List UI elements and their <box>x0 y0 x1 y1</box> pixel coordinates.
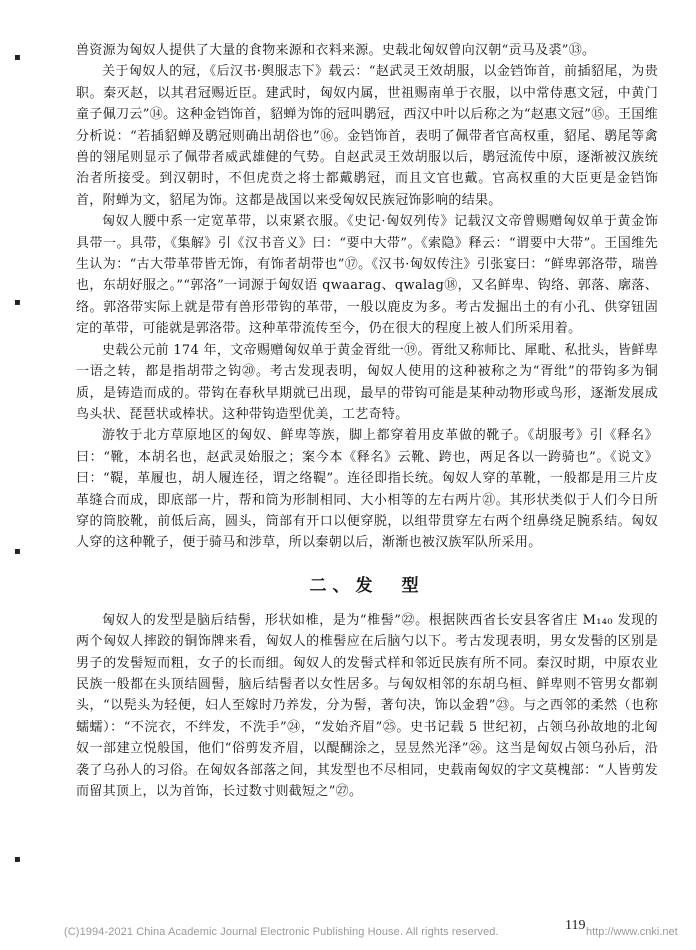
copyright-notice: (C)1994-2021 China Academic Journal Electronic Publishing House. All rights reserved. <box>64 926 499 938</box>
website-link[interactable]: http://www.cnki.net <box>586 926 678 938</box>
margin-mark: ▪ <box>14 546 21 557</box>
paragraph: 匈奴人的发型是脑后结髻，形状如椎，是为“椎髻”㉒。根据陕西省长安县客省庄 M₁₄₀ 发现的两个匈奴人摔跤的铜饰牌来看，匈奴人的椎髻应在后脑勺以下。考古发现表明，男女发髻的区别是男子的发髻短而粗，女子的长而细。匈奴人的发髻式样和邻近民族有所不同。秦汉时期，中原农业民族一般都在头顶结圆髻，脑后结髻者以女性居多。与匈奴相邻的东胡乌桓、鲜卑则不管男女都剃头，“以髡头为轻便，妇人至嫁时乃养发，分为髻，著句决，饰以金碧”㉓。与之西邻的柔然（也称蠕蠕）：“不浣衣，不绊发，不洗手”㉔，“发始齐眉”㉕。史书记载 5 世纪初，占领乌孙故地的北匈奴一部建立悦般国，他们“俗剪发齐眉，以醍醐涂之，昱昱然光泽”㉖。这当是匈奴占领乌孙后，沿袭了乌孙人的习俗。在匈奴各部落之间，其发型也不尽相同，史载南匈奴的字文莫槐部：“人皆剪发而留其顶上，以为首饰，长过数寸则截短之”㉗。 <box>76 612 658 799</box>
margin-mark: ▪ <box>14 297 21 308</box>
paragraph: 游牧于北方草原地区的匈奴、鲜卑等族，脚上都穿着用皮革做的靴子。《胡服考》引《释名》曰：“靴，本胡名也，赵武灵始服之；案今本《释名》云靴、跨也，两足各以一跨骑也”。《说文》曰：“鞮，革履也，胡人履连径，谓之络鞮”。连径即指长统。匈奴人穿的革靴，一般都是用三片皮革缝合而成，即底部一片，帮和筒为形制相同、大小相等的左右两片㉑。其形状类似于人们今日所穿的筒胶靴，前低后高，圆头，筒部有开口以便穿脱，以组带贯穿左右两个纽鼻绕足腕系结。匈奴人穿的这种靴子，便于骑马和涉草，所以秦朝以后，渐渐也被汉族军队所采用。 <box>76 428 658 551</box>
section-heading: 二、发 型 <box>309 575 425 596</box>
margin-mark: ▪ <box>14 854 21 865</box>
page-footer <box>0 918 696 944</box>
paragraph: 匈奴人腰中系一定宽革带，以束紧衣服。《史记·匈奴列传》记载汉文帝曾赐赠匈奴单于黄金饰具带一。具带，《集解》引《汉书音义》曰：“要中大带”。《索隐》释云：“谓要中大带”。王国维先生认为：“古大带革带皆无饰，有饰者胡带也”⑰。《汉书·匈奴传注》引张宴曰：“鲜卑郭洛带，瑞兽也，东胡好服之。”“郭洛”一词源于匈奴语 qwaarag、qwalag⑱，又名鲜卑、钩络、郭落、廓落、络。郭洛带实际上就是带有兽形带钩的革带，一般以鹿皮为多。考古发掘出土的有小孔、供穿钮固定的革带，可能就是郭洛带。这种革带流传至今，仍在很大的程度上被人们所采用着。 <box>76 214 658 337</box>
margin-mark: ▪ <box>14 52 21 63</box>
paragraph: 关于匈奴人的冠，《后汉书·舆服志下》载云：“赵武灵王效胡服，以金铛饰首，前插貂尾，为贵职。秦灭赵，以其君冠赐近臣。建武时，匈奴内属，世祖赐南单于衣服，以中常侍惠文冠，中黄门童子佩刀云”⑭。这种金铛饰首，貂蝉为饰的冠叫鹖冠，西汉中叶以后称之为“赵惠文冠”⑮。王国维分析说：“若插貂蝉及鹖冠则确出胡俗也”⑯。金铛饰首，表明了佩带者官高权重，貂尾、鹖尾等禽兽的翎尾则显示了佩带者威武雄健的气势。自赵武灵王效胡服以后，鹖冠流传中原，逐渐被汉族统治者所接受。到汉朝时，不但虎贲之将士都戴鹖冠，而且文官也戴。官高权重的大臣更是金铛饰首，附蝉为文，貂尾为饰。这都是战国以来受匈奴民族冠饰影响的结果。 <box>76 64 658 208</box>
paragraph: 史载公元前 174 年，文帝赐赠匈奴单于黄金胥纰一⑲。胥纰又称师比、犀毗、私批头，皆鲜卑一语之转，都是指胡带之钩⑳。考古发现表明，匈奴人使用的这种被称之为“胥纰”的带钩多为铜质，是铸造而成的。带钩在春秋早期就已出现，最早的带钩可能是某种动物形或鸟形，逐渐发展成鸟头状、琵琶状或棒状。这种带钩造型优美，工艺奇特。 <box>76 342 658 422</box>
article-body <box>76 40 658 802</box>
paragraph: 兽资源为匈奴人提供了大量的食物来源和衣料来源。史载北匈奴曾向汉朝“贡马及裘”⑬。 <box>76 43 596 58</box>
page-number: 119 <box>565 918 586 933</box>
